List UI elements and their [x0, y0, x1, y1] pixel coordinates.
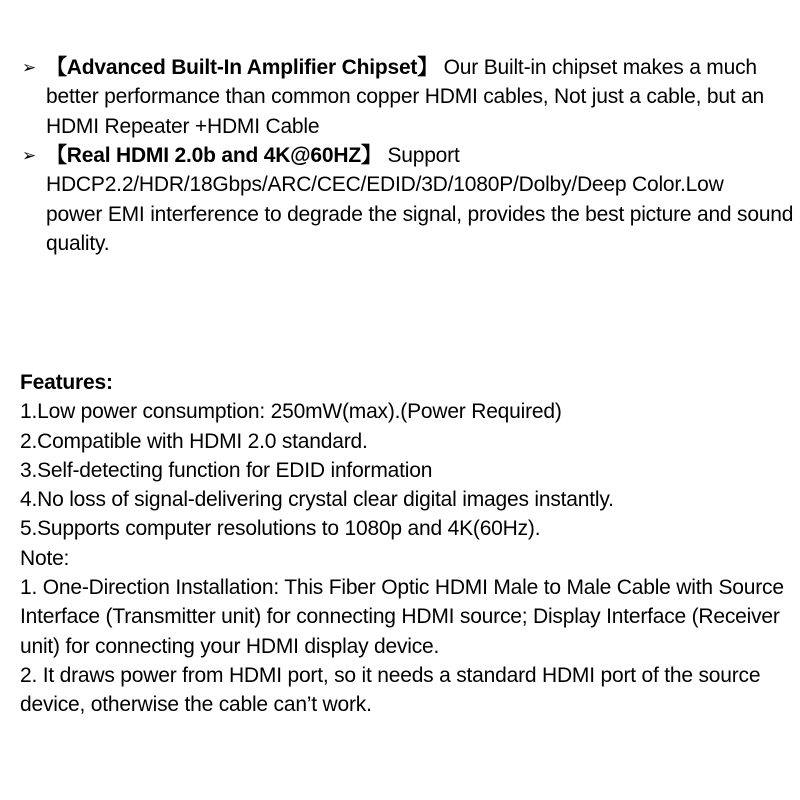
feature-item: 5.Supports computer resolutions to 1080p and 4K(60Hz). [20, 517, 541, 541]
bullet-amplifier-chipset [22, 53, 792, 141]
bullet-first-line [22, 53, 792, 82]
feature-item: 4.No loss of signal-delivering crystal clear digital images instantly. [20, 488, 614, 512]
note-heading: Note: [20, 546, 70, 570]
bullet-text: power EMI interference to degrade the signal, provides the best picture and sound [46, 202, 794, 226]
bullet-first-line [22, 141, 792, 170]
arrow-bullet-icon: ➢ [22, 146, 37, 165]
bullet-heading: 【Real HDMI 2.0b and 4K@60HZ】 [46, 144, 382, 167]
bullet-text: HDCP2.2/HDR/18Gbps/ARC/CEC/EDID/3D/1080P/Dolby/Deep Color.Low [46, 173, 724, 197]
features-heading: Features: [20, 371, 113, 394]
note-line: 1. One-Direction Installation: This Fiber Optic HDMI Male to Male Cable with Source [20, 576, 784, 600]
note-line: unit) for connecting your HDMI display device. [20, 634, 440, 658]
arrow-bullet-icon: ➢ [22, 58, 37, 77]
note-line: device, otherwise the cable can’t work. [20, 693, 372, 717]
bullet-real-hdmi [22, 141, 792, 258]
bullet-text: better performance than common copper HDMI cables, Not just a cable, but an [46, 85, 765, 109]
bullet-text: Our Built-in chipset makes a much [443, 56, 757, 79]
bullet-text: HDMI Repeater +HDMI Cable [46, 114, 320, 138]
features-section [20, 368, 790, 720]
feature-item: 1.Low power consumption: 250mW(max).(Power Required) [20, 400, 562, 424]
bullet-text: Support [387, 144, 460, 167]
feature-item: 3.Self-detecting function for EDID information [20, 458, 433, 482]
note-line: Interface (Transmitter unit) for connecting HDMI source; Display Interface (Receiver [20, 605, 780, 629]
feature-item: 2.Compatible with HDMI 2.0 standard. [20, 429, 368, 453]
bullet-text: quality. [46, 231, 110, 255]
bullet-heading: 【Advanced Built-In Amplifier Chipset】 [46, 56, 439, 79]
note-line: 2. It draws power from HDMI port, so it needs a standard HDMI port of the source [20, 663, 761, 687]
